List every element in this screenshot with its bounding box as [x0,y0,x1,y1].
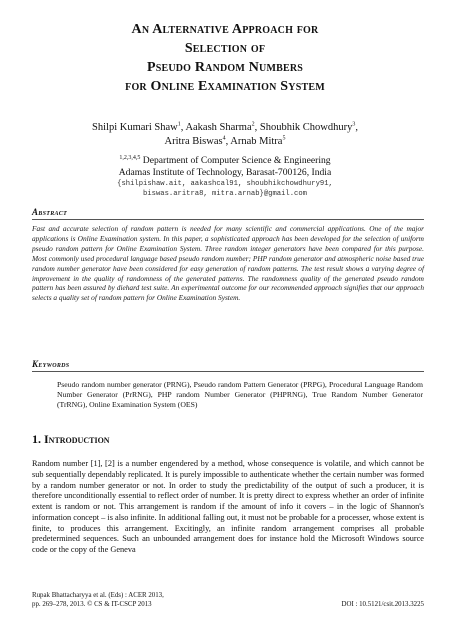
title-line: Selection of [184,41,266,56]
author-line-2: Aritra Biswas$^4$, Arnab Mitra$^5$ [164,135,286,147]
author-affil-mark: 1 [177,121,181,128]
keywords-heading: Keywords [32,359,70,369]
footer-citation [32,591,164,609]
author-line-1: Shilpi Kumari Shaw$^1$, Aakash Sharma$^2$, Shoubhik Chowdhury$^3$, [92,121,358,133]
citation-line: Rupak Bhattacharyya et al. (Eds) : ACER 2013, [32,592,164,599]
keywords-rule [32,371,424,372]
title-line: An Alternative Approach for [131,22,319,37]
author-name: Shilpi Kumari Shaw [92,122,178,133]
author-name: Arnab Mitra [230,136,283,147]
citation-line: pp. 269–278, 2013. © CS & IT-CSCP 2013 [32,601,152,608]
author-name: Aakash Sharma [185,122,252,133]
introduction-text: Random number [1], [2] is a number engendered by a method, whose consequence is volatile, and which cannot be sub sequentially dependably replicated. It is purely impossible to authenticate whether the certain number was formed by a random number generator or not. In order to study the predictability of the output of such a producer, it is therefore unconditionally essential to reflect order of number. It is pretty direct to express whether an order of infinite extent is random or not. This arrangement is random if the amount of info it covers – in the logic of Shannon's information concept – is also infinite. In additional falling out, it must not be probable for a processer, whose extent is finite, to produces this arrangement. Excitingly, an infinite random arrangement comprises all probable predetermined sequences. Such an unbounded arrangement does for instance hold the Microsoft Windows source code or the copy of the Geneva [32,459,424,554]
author-affil-mark: 4 [222,135,226,142]
abstract-text: Fast and accurate selection of random pattern is needed for many scientific and commercial applications. One of the major applications is Online Examination system. In this paper, a sophisticated approach has been developed for the selection of uniform pseudo random pattern for Online Examination System. Three random integer generators have been compared for this purpose. Most commonly used procedural language based pseudo random number; PHP random generator and atmospheric noise based true random number generator have been considered for easy generation of random patterns. The test result shows a varying degree of improvement in the quality of randomness of the generated patterns. The randomness quality of the generated pseudo random pattern has been assured by diehard test suite. An experimental outcome for our recommended approach signifies that our approach selects a quality set of random pattern for Online Examination System. [32,224,424,303]
footer-doi: DOI : 10.5121/csit.2013.3225 [341,601,424,608]
author-affil-mark: 2 [251,121,255,128]
keywords-text: Pseudo random number generator (PRNG), Pseudo random Pattern Generator (PRPG), Procedural Language Random Number Generator (PrRNG), PHP random Number Generator (PHPRNG), True Random Number Generator (TrRNG), Online Examination System (OES) [57,380,423,410]
affiliation [40,155,410,199]
affiliation-mark: 1,2,3,4,5 [119,154,141,161]
affiliation-dept-line [40,155,410,167]
abstract-heading: Abstract [32,207,68,217]
emails-line-2: biswas.aritra8, mitra.arnab}@gmail.com [143,190,307,198]
department: Department of Computer Science & Engineering [142,155,331,166]
author-affil-mark: 5 [282,135,286,142]
abstract-rule [32,219,424,220]
introduction-heading: 1. Introduction [32,432,110,446]
emails-line-1: {shilpishaw.ait, aakashcal91, shoubhikchowdhury91, [117,180,333,188]
paper-title [40,20,410,96]
title-line: for Online Examination System [125,79,325,94]
author-name: Shoubhik Chowdhury [259,122,353,133]
author-list [40,121,410,149]
author-affil-mark: 3 [352,121,356,128]
author-name: Aritra Biswas [164,136,223,147]
institute: Adamas Institute of Technology, Barasat-700126, India [118,167,332,178]
title-line: Pseudo Random Numbers [146,60,304,75]
